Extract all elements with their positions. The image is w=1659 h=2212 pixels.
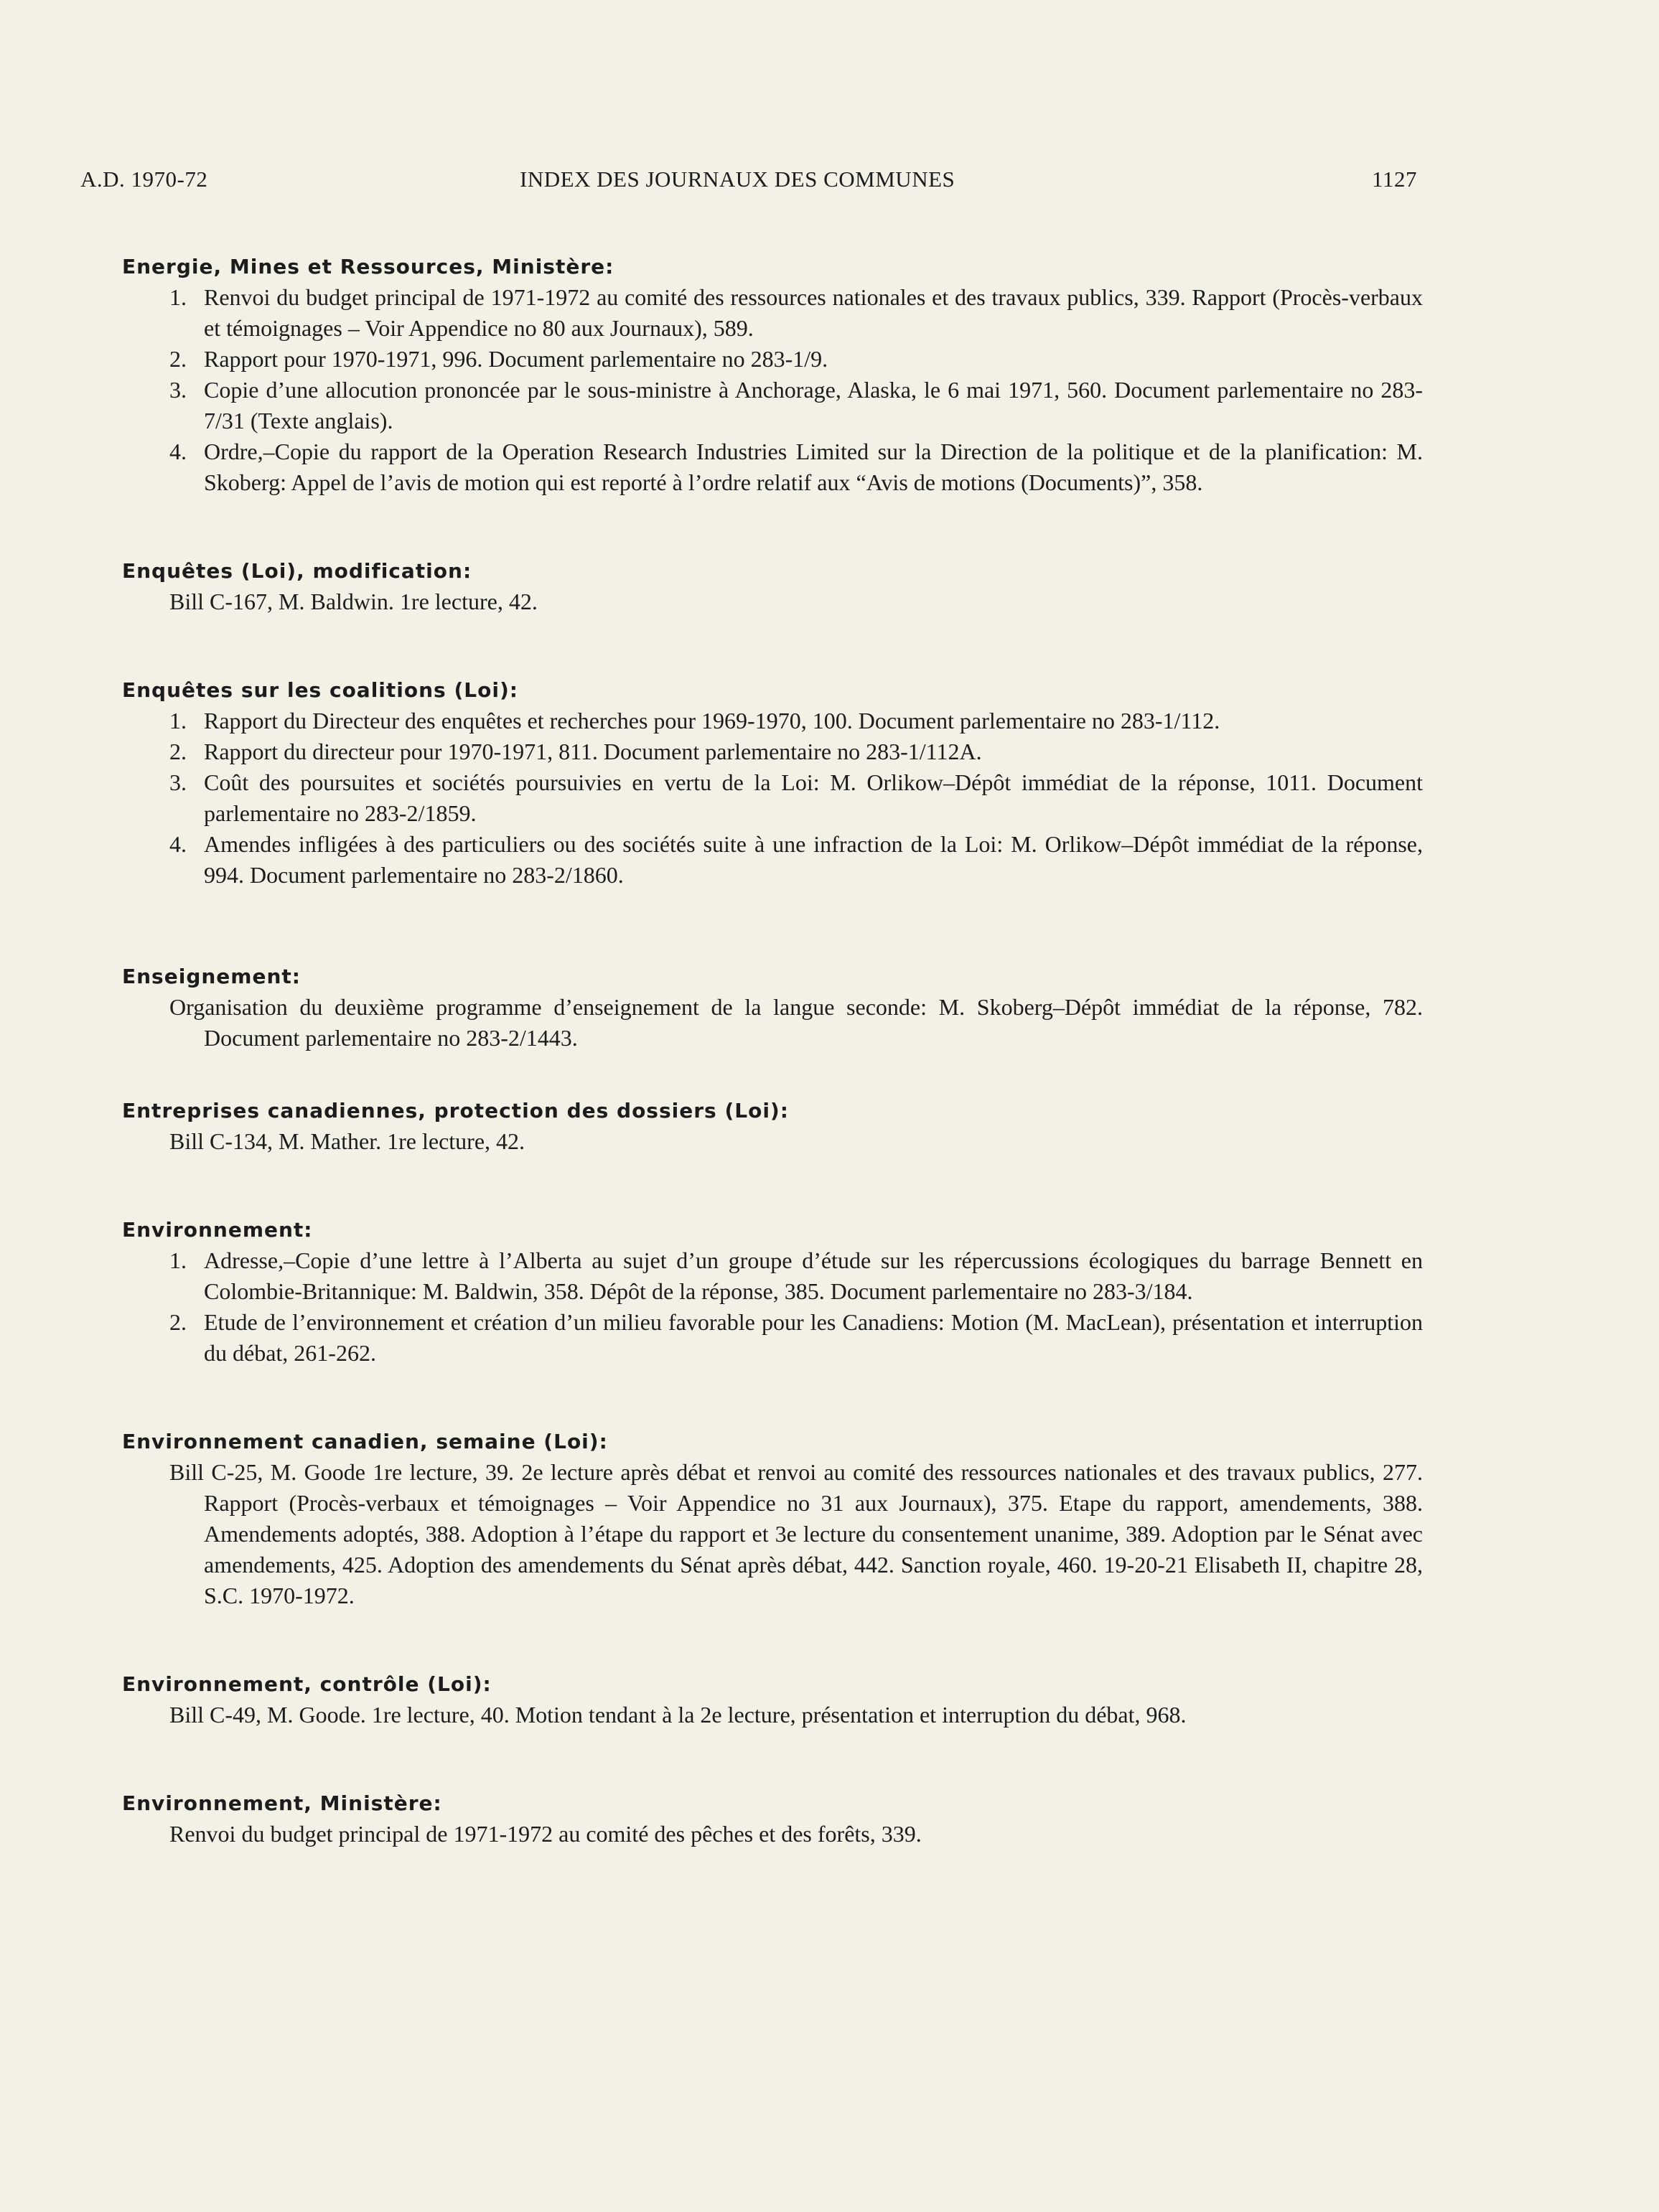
entry-text: Adresse,–Copie d’une lettre à l’Alberta au sujet d’un groupe d’étude sur les répercussions écologiques du barrage Bennett en Colombie-Britannique: M. Baldwin, 358. Dépôt de la réponse, 385. Document parlementaire no 283-3/184. [204, 1247, 1423, 1304]
index-section [122, 961, 1423, 1054]
section-text: Bill C-134, M. Mather. 1re lecture, 42. [169, 1128, 525, 1154]
entry-number: 3. [169, 769, 187, 795]
section-heading: Environnement canadien, semaine (Loi): [122, 1430, 608, 1453]
section-heading: Environnement, Ministère: [122, 1791, 442, 1815]
index-section [122, 1095, 1423, 1157]
section-heading: Enquêtes (Loi), modification: [122, 559, 472, 583]
header-years: A.D. 1970-72 [80, 167, 208, 192]
section-heading: Environnement, contrôle (Loi): [122, 1672, 492, 1696]
section-text: Bill C-49, M. Goode. 1re lecture, 40. Motion tendant à la 2e lecture, présentation et interruption du débat, 968. [169, 1702, 1187, 1728]
entry-text: Amendes infligées à des particuliers ou des sociétés suite à une infraction de la Loi: M. Orlikow–Dépôt immédiat de la réponse, 994. Document parlementaire no 283-2/1860. [204, 831, 1423, 888]
entry-text: Coût des poursuites et sociétés poursuivies en vertu de la Loi: M. Orlikow–Dépôt immédiat de la réponse, 1011. Document parlementaire no 283-2/1859. [204, 769, 1423, 826]
index-entry [169, 706, 1423, 736]
index-entry [169, 436, 1423, 498]
entry-text: Renvoi du budget principal de 1971-1972 au comité des ressources nationales et des travaux publics, 339. Rapport (Procès-verbaux et témoignages – Voir Appendice no 80 aux Journaux), 589. [204, 284, 1423, 341]
index-entry [169, 1307, 1423, 1369]
index-section [122, 556, 1423, 617]
index-entry [169, 1245, 1423, 1307]
entry-text: Rapport du directeur pour 1970-1971, 811. Document parlementaire no 283-1/112A. [204, 739, 982, 764]
entry-number: 1. [169, 1247, 187, 1273]
index-entry [169, 375, 1423, 436]
header-title: INDEX DES JOURNAUX DES COMMUNES [520, 167, 955, 192]
index-entry [169, 829, 1423, 891]
index-section [122, 675, 1423, 891]
entry-number: 4. [169, 831, 187, 857]
index-entry [169, 344, 1423, 375]
entry-number: 1. [169, 284, 187, 310]
section-text: Bill C-167, M. Baldwin. 1re lecture, 42. [169, 589, 538, 614]
entry-number: 3. [169, 377, 187, 403]
index-section [122, 1426, 1423, 1611]
index-content [122, 251, 1423, 1850]
entry-text: Etude de l’environnement et création d’un milieu favorable pour les Canadiens: Motion (M. MacLean), présentation et interruption du débat, 261-262. [204, 1309, 1423, 1366]
page-header [80, 167, 1417, 198]
entry-number: 1. [169, 708, 187, 734]
section-heading: Enquêtes sur les coalitions (Loi): [122, 678, 518, 702]
index-entry [169, 282, 1423, 344]
section-text: Renvoi du budget principal de 1971-1972 au comité des pêches et des forêts, 339. [169, 1821, 922, 1847]
section-heading: Entreprises canadiennes, protection des dossiers (Loi): [122, 1099, 789, 1123]
entry-text: Copie d’une allocution prononcée par le sous-ministre à Anchorage, Alaska, le 6 mai 1971, 560. Document parlementaire no 283-7/31 (Texte anglais). [204, 377, 1423, 434]
entry-number: 4. [169, 439, 187, 464]
index-entry [169, 767, 1423, 829]
entry-number: 2. [169, 346, 187, 372]
section-heading: Environnement: [122, 1218, 313, 1242]
index-section [122, 251, 1423, 498]
entry-number: 2. [169, 1309, 187, 1335]
section-text: Bill C-25, M. Goode 1re lecture, 39. 2e lecture après débat et renvoi au comité des ressources nationales et des travaux publics, 277. Rapport (Procès-verbaux et témoignages – Voir Appendice no 31 aux Journaux), 375. Etape du rapport, amendements, 388. Amendements adoptés, 388. Adoption à l’étape du rapport et 3e lecture du consentement unanime, 389. Adoption par le Sénat avec amendements, 425. Adoption des amendements du Sénat après débat, 442. Sanction royale, 460. 19-20-21 Elisabeth II, chapitre 28, S.C. 1970-1972. [169, 1459, 1423, 1608]
index-entry [169, 736, 1423, 767]
page-number: 1127 [1372, 167, 1417, 192]
section-heading: Enseignement: [122, 965, 301, 988]
entry-text: Rapport pour 1970-1971, 996. Document parlementaire no 283-1/9. [204, 346, 828, 372]
entry-number: 2. [169, 739, 187, 764]
index-section [122, 1669, 1423, 1730]
section-text: Organisation du deuxième programme d’enseignement de la langue seconde: M. Skoberg–Dépôt immédiat de la réponse, 782. Document parlementaire no 283-2/1443. [169, 994, 1423, 1051]
entry-text: Ordre,–Copie du rapport de la Operation Research Industries Limited sur la Direction de la politique et de la planification: M. Skoberg: Appel de l’avis de motion qui est reporté à l’ordre relatif aux “Avis de motions (Documents)”, 358. [204, 439, 1423, 495]
index-section [122, 1214, 1423, 1369]
index-section [122, 1788, 1423, 1850]
section-heading: Energie, Mines et Ressources, Ministère: [122, 255, 614, 278]
entry-text: Rapport du Directeur des enquêtes et recherches pour 1969-1970, 100. Document parlementaire no 283-1/112. [204, 708, 1220, 734]
